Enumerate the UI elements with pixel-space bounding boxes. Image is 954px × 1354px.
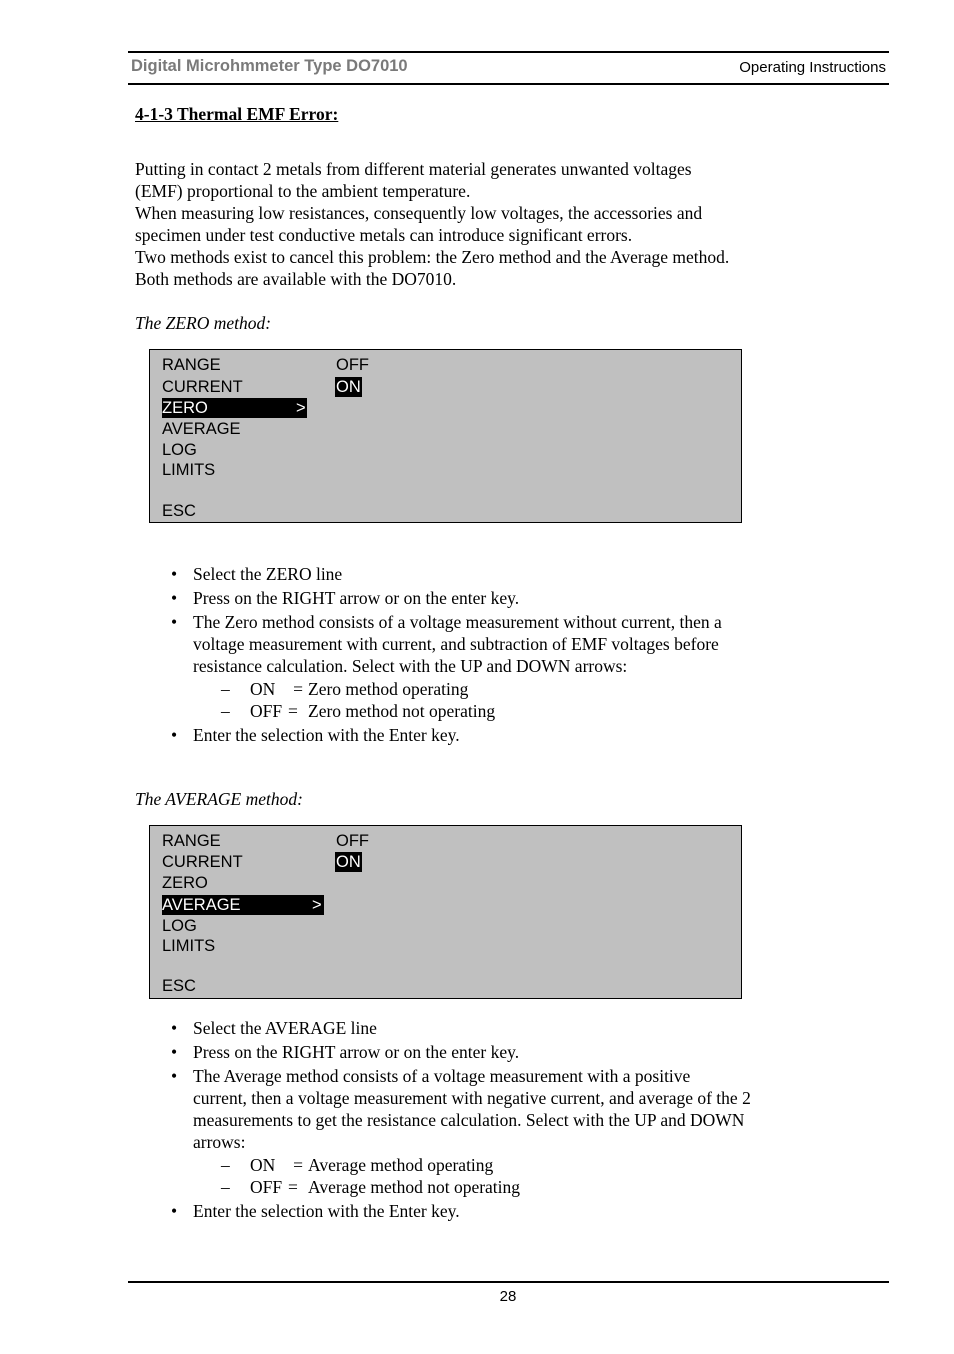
menu-item-limits: LIMITS [162, 461, 216, 479]
intro-line: Both methods are available with the DO7010. [135, 269, 457, 289]
average-instructions-list [171, 1017, 751, 1222]
sub-item-off: – OFF = Zero method not operating [221, 701, 496, 721]
list-item: • Select the AVERAGE line [171, 1017, 751, 1039]
document-subtitle: Operating Instructions [739, 59, 886, 76]
page-number: 28 [499, 1288, 517, 1305]
intro-line: specimen under test conductive metals can introduce significant errors. [135, 225, 633, 245]
footer-rule [128, 1281, 889, 1283]
section-title: 4-1-3 Thermal EMF Error: [135, 104, 339, 124]
zero-menu-screen [149, 349, 742, 523]
document-title: Digital Microhmmeter Type DO7010 [131, 57, 408, 75]
menu-item-limits: LIMITS [162, 937, 216, 955]
right-arrow-icon: > [312, 896, 322, 914]
menu-item-esc: ESC [162, 977, 196, 995]
value-on-selected: ON [336, 378, 361, 396]
average-menu-screen [149, 825, 742, 999]
menu-item-label: ZERO [162, 399, 208, 417]
menu-item-range: RANGE [162, 356, 221, 374]
intro-line: When measuring low resistances, consequently low voltages, the accessories and [135, 203, 703, 223]
list-item: • Enter the selection with the Enter key. [171, 724, 722, 746]
intro-line: Two methods exist to cancel this problem: the Zero method and the Average method. [135, 247, 730, 267]
average-method-heading: The AVERAGE method: [135, 789, 303, 809]
intro-line: (EMF) proportional to the ambient temperature. [135, 181, 471, 201]
zero-instructions-list [171, 563, 722, 746]
menu-item-average: AVERAGE [162, 420, 241, 438]
menu-item-current: CURRENT [162, 378, 243, 396]
sub-item-on: – ON = Average method operating [221, 1155, 494, 1175]
list-item: • Enter the selection with the Enter key. [171, 1200, 751, 1222]
value-on-selected: ON [336, 853, 361, 871]
list-item: • Select the ZERO line [171, 563, 722, 585]
header-bottom-rule [128, 83, 889, 85]
menu-item-esc: ESC [162, 502, 196, 520]
menu-item-average-selected [162, 895, 324, 915]
list-item: • Press on the RIGHT arrow or on the enter key. [171, 1041, 751, 1063]
list-item: • The Average method consists of a voltage measurement with a positive current, then a voltage measurement with negative current, and average of the 2 measurements to get the resistance calculation. Select with the UP and DOWN arrows: [171, 1065, 751, 1153]
list-item: • The Zero method consists of a voltage measurement without current, then a voltage measurement with current, and subtraction of EMF voltages before resistance calculation. Select with the UP and DOWN arrows: [171, 611, 722, 677]
intro-line: Putting in contact 2 metals from different material generates unwanted voltages [135, 159, 692, 179]
menu-item-zero: ZERO [162, 874, 208, 892]
menu-item-label: AVERAGE [162, 896, 241, 914]
header-top-rule [128, 51, 889, 53]
sub-item-off: – OFF = Average method not operating [221, 1177, 521, 1197]
value-off: OFF [336, 832, 369, 850]
value-off: OFF [336, 356, 369, 374]
menu-item-current: CURRENT [162, 853, 243, 871]
menu-item-log: LOG [162, 441, 197, 459]
list-item: • Press on the RIGHT arrow or on the enter key. [171, 587, 722, 609]
menu-item-zero-selected [162, 398, 307, 418]
intro-paragraph [135, 158, 835, 290]
menu-item-log: LOG [162, 917, 197, 935]
zero-method-heading: The ZERO method: [135, 313, 272, 333]
sub-item-on: – ON = Zero method operating [221, 679, 469, 699]
menu-item-range: RANGE [162, 832, 221, 850]
right-arrow-icon: > [296, 399, 306, 417]
